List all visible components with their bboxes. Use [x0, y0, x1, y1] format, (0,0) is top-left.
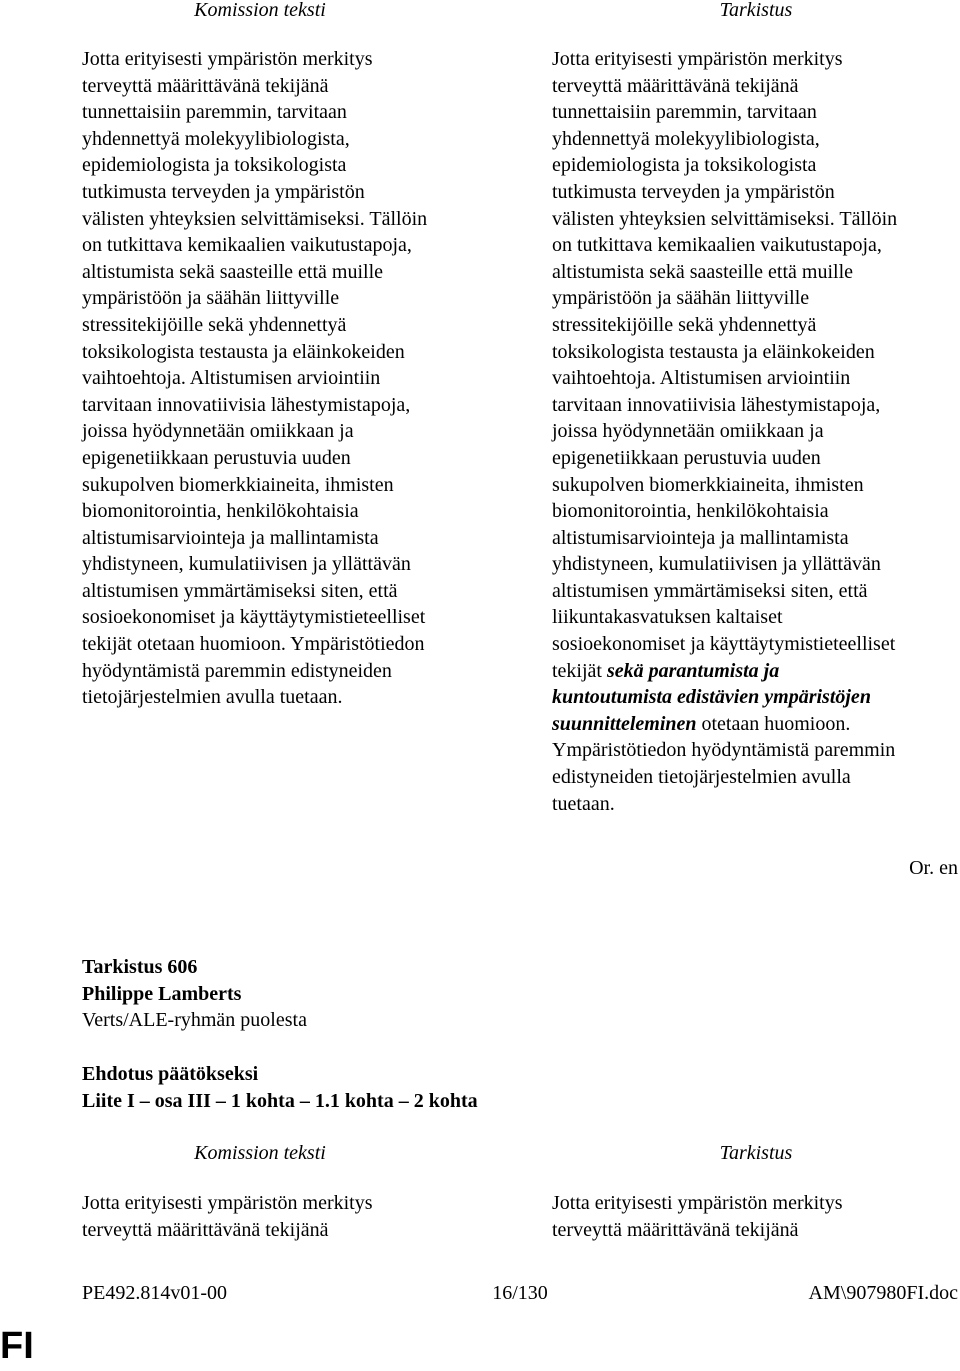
text-line: terveyttä määrittävänä tekijänä: [82, 1218, 329, 1241]
text-line: Jotta erityisesti ympäristön merkitys: [552, 48, 843, 70]
amendment-text-header: Tarkistus: [719, 0, 793, 21]
text-line: tutkimusta terveyden ja ympäristön: [552, 180, 835, 203]
text-line: ympäristöön ja säähän liittyville: [82, 287, 340, 310]
text-line: sosioekonomiset ja käyttäytymistieteelliset: [552, 633, 896, 656]
added-text: sekä parantumista ja: [606, 659, 780, 682]
text-line: epigenetiikkaan perustuvia uuden: [552, 446, 821, 469]
commission-text-header-2: Komission teksti: [194, 1142, 326, 1164]
text-line: yhdennettyä molekyylibiologista,: [552, 127, 820, 150]
text-line: sosioekonomiset ja käyttäytymistieteelliset: [82, 606, 426, 629]
amendment-line-mixed-3: suunnitteleminen otetaan huomioon.: [552, 712, 851, 735]
commission-text-column: [82, 46, 502, 711]
text-line: epidemiologista ja toksikologista: [82, 154, 347, 177]
file-name: AM\907980FI.doc: [808, 1282, 958, 1304]
text-line: altistumisen ymmärtämiseksi siten, että: [552, 579, 868, 602]
amendment-text-column-2: [552, 1190, 960, 1243]
added-text: suunnitteleminen: [552, 712, 697, 735]
text-line: toksikologista testausta ja eläinkokeiden: [552, 340, 875, 363]
text-line: Jotta erityisesti ympäristön merkitys: [82, 48, 373, 70]
text-line: yhdennettyä molekyylibiologista,: [82, 127, 350, 150]
text-line: vaihtoehtoja. Altistumisen arviointiin: [82, 367, 381, 390]
text-line: on tutkittava kemikaalien vaikutustapoja,: [552, 234, 882, 257]
text-line: liikuntakasvatuksen kaltaiset: [552, 606, 783, 629]
amendment-line-mixed-1: tekijät sekä parantumista ja: [552, 659, 780, 682]
text-line: biomonitorointia, henkilökohtaisia: [82, 500, 359, 523]
text-line: yhdistyneen, kumulatiivisen ja yllättävän: [82, 553, 411, 576]
text-line: vaihtoehtoja. Altistumisen arviointiin: [552, 367, 851, 390]
amendment-text-column: [552, 46, 960, 817]
text-line: on tutkittava kemikaalien vaikutustapoja,: [82, 234, 412, 257]
text-line: altistumisen ymmärtämiseksi siten, että: [82, 579, 398, 602]
text-line: terveyttä määrittävänä tekijänä: [552, 1218, 799, 1241]
document-reference: PE492.814v01-00: [82, 1282, 227, 1304]
text-line: Jotta erityisesti ympäristön merkitys: [552, 1192, 843, 1214]
text-line: edistyneiden tietojärjestelmien avulla: [552, 766, 851, 789]
text-line: hyödyntämistä paremmin edistyneiden: [82, 659, 392, 682]
page-number: 16/130: [492, 1282, 548, 1304]
text-line: stressitekijöille sekä yhdennettyä: [82, 313, 347, 336]
text-line: tekijät otetaan huomioon. Ympäristötiedon: [82, 633, 425, 656]
text-line: altistumista sekä saasteille että muille: [82, 260, 384, 283]
proposal-title: Ehdotus päätökseksi: [82, 1063, 259, 1085]
amendment-number: Tarkistus 606: [82, 956, 198, 978]
text-line: välisten yhteyksien selvittämiseksi. Tällöin: [552, 207, 898, 230]
text-line: tietojärjestelmien avulla tuetaan.: [82, 686, 343, 709]
text-line: toksikologista testausta ja eläinkokeiden: [82, 340, 405, 363]
text-line: yhdistyneen, kumulatiivisen ja yllättävän: [552, 553, 881, 576]
added-text: kuntoutumista edistävien ympäristöjen: [552, 686, 871, 709]
text-line: tarvitaan innovatiivisia lähestymistapoja,: [552, 393, 881, 416]
commission-text-header: Komission teksti: [194, 0, 326, 21]
text-line: tarvitaan innovatiivisia lähestymistapoja,: [82, 393, 411, 416]
amendment-meta: [82, 954, 782, 1034]
text-line: stressitekijöille sekä yhdennettyä: [552, 313, 817, 336]
text-line: välisten yhteyksien selvittämiseksi. Tällöin: [82, 207, 428, 230]
text-line: tunnettaisiin paremmin, tarvitaan: [82, 101, 347, 124]
text-line: tutkimusta terveyden ja ympäristön: [82, 180, 365, 203]
political-group: Verts/ALE-ryhmän puolesta: [82, 1009, 307, 1031]
language-code: FI: [0, 1325, 34, 1367]
text-line: altistumisarviointeja ja mallintamista: [82, 526, 379, 549]
text-line: terveyttä määrittävänä tekijänä: [552, 74, 799, 97]
text-line: tuetaan.: [552, 792, 615, 815]
proposal-block: [82, 1061, 782, 1114]
amendment-text-header-2: Tarkistus: [719, 1142, 793, 1164]
text-line: altistumisarviointeja ja mallintamista: [552, 526, 849, 549]
amendment-author: Philippe Lamberts: [82, 982, 242, 1005]
text-line: epigenetiikkaan perustuvia uuden: [82, 446, 351, 469]
text-line: joissa hyödynnetään omiikkaan ja: [82, 420, 354, 443]
text-line: tunnettaisiin paremmin, tarvitaan: [552, 101, 817, 124]
amendment-reference: Liite I – osa III – 1 kohta – 1.1 kohta – 2 kohta: [82, 1089, 478, 1112]
text-line: terveyttä määrittävänä tekijänä: [82, 74, 329, 97]
text-line: joissa hyödynnetään omiikkaan ja: [552, 420, 824, 443]
text-line: sukupolven biomerkkiaineita, ihmisten: [552, 473, 864, 496]
original-language-note: Or. en: [909, 857, 958, 879]
text-line: Jotta erityisesti ympäristön merkitys: [82, 1192, 373, 1214]
text-line: epidemiologista ja toksikologista: [552, 154, 817, 177]
text-line: biomonitorointia, henkilökohtaisia: [552, 500, 829, 523]
text-line: sukupolven biomerkkiaineita, ihmisten: [82, 473, 394, 496]
text-line: ympäristöön ja säähän liittyville: [552, 287, 810, 310]
text-line: altistumista sekä saasteille että muille: [552, 260, 854, 283]
commission-text-column-2: [82, 1190, 502, 1243]
text-line: Ympäristötiedon hyödyntämistä paremmin: [552, 739, 896, 762]
